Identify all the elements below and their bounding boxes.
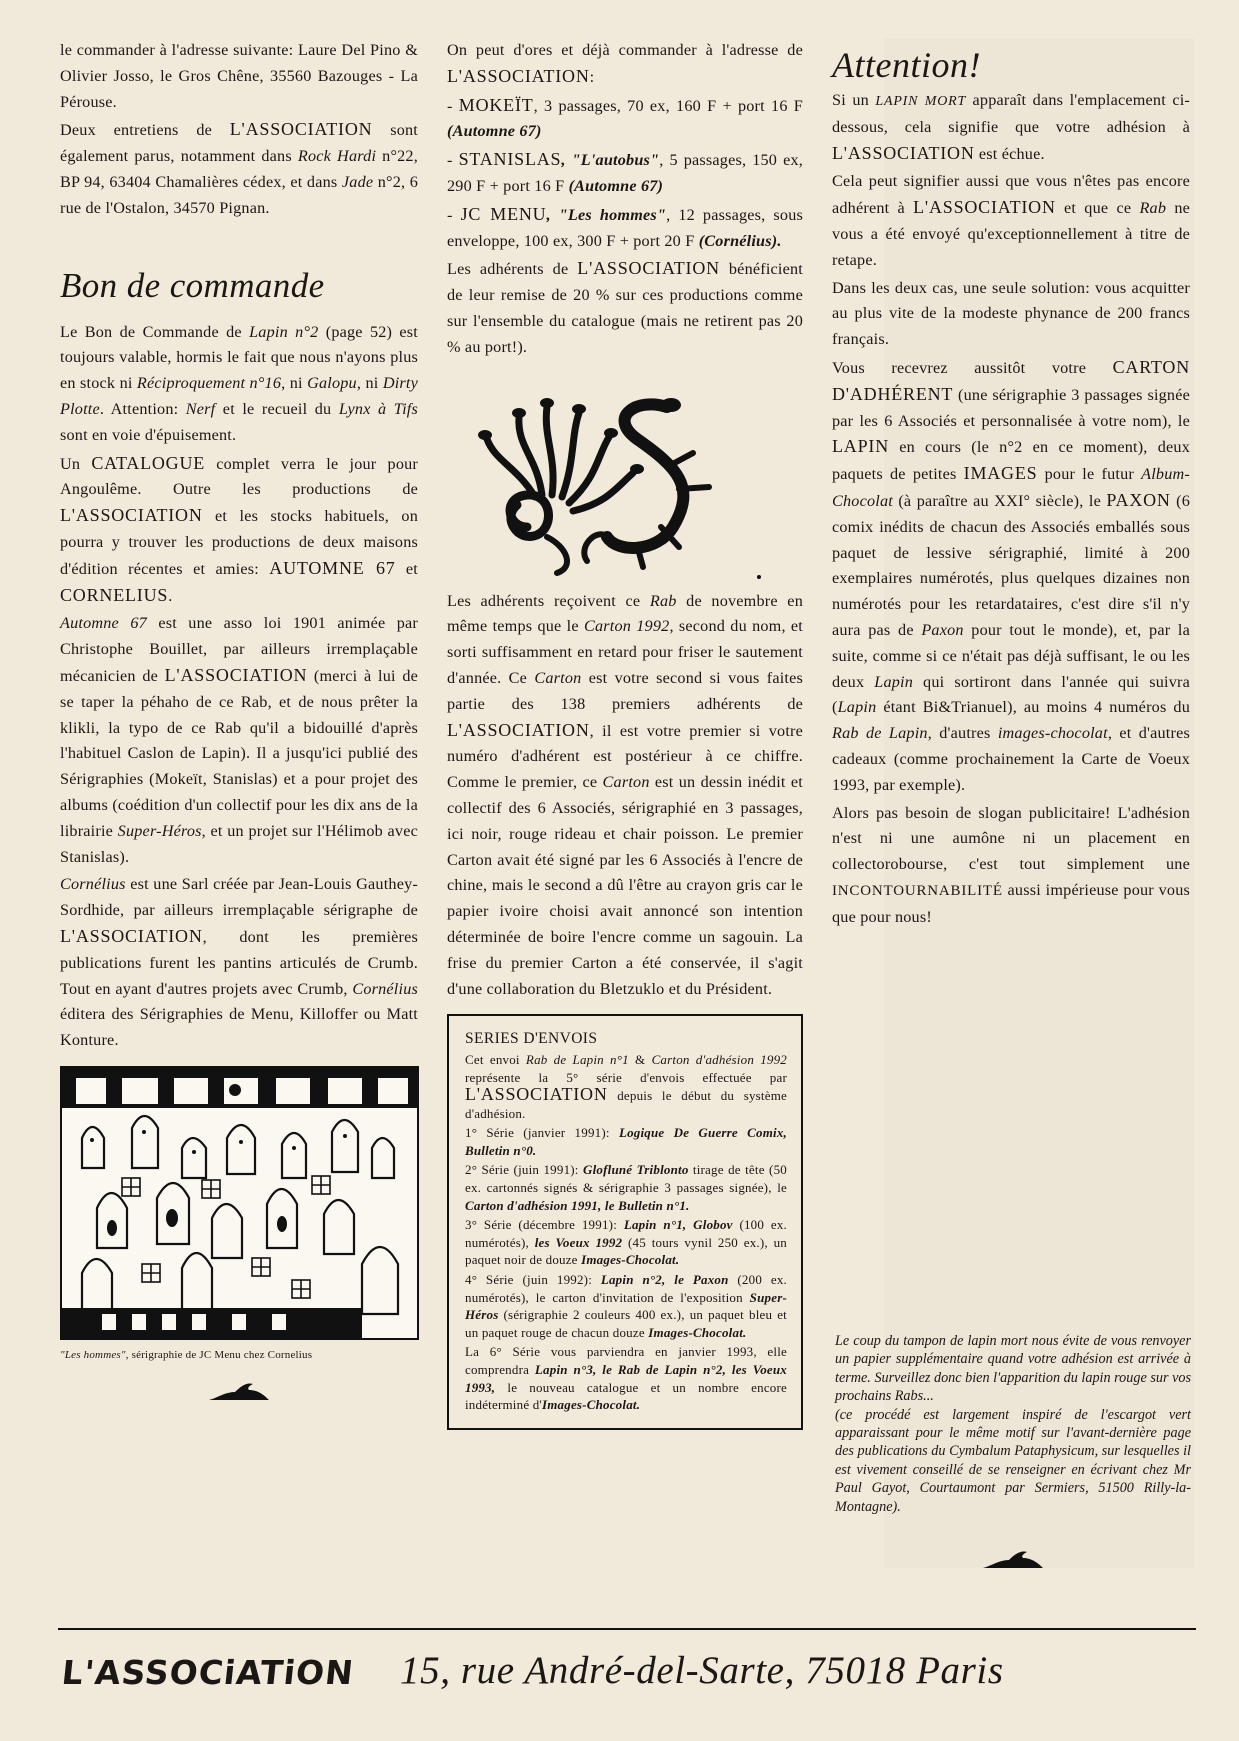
section-heading-bon-de-commande: Bon de commande [60, 265, 325, 305]
series-3: 3° Série (décembre 1991): Lapin n°1, Globov (100 ex. numérotés), les Voeux 1992 (45 tours vynil 250 ex.), un paquet noir de douze Images-Chocolat. [465, 1217, 788, 1268]
hydra-snake-emblem-icon [447, 377, 803, 587]
column-right [832, 38, 1190, 931]
series-2: 2° Série (juin 1991): Glofluné Triblonto tirage de tête (50 ex. cartonnés signés & sérigraphie 3 passages signée), le Carton d'adhésion 1991, le Bulletin n°1. [465, 1162, 787, 1213]
intro-paragraph-2: Deux entretiens de L'ASSOCIATION sont également parus, notamment dans Rock Hardi n°22, BP 94, 63404 Chamalières cédex, et dans Jade n°2, 6 rue de l'Ostalon, 34570 Pignan. [60, 119, 419, 217]
attention-paragraph-4: Vous recevrez aussitôt votre CARTON D'ADHÉRENT (une sérigraphie 3 passages signée par les 6 Associés et personnalisée à votre nom), le LAPIN en cours (le n°2 en ce moment), deux paquets de petites IMAGES pour le futur Album-Chocolat (à paraître au XXI° siècle), le PAXON (6 comix inédits de chacun des Associés emballés sous paquet de lessive sérigraphié, limité à 200 exemplaires numérotés, plus quelques dizaines non numérotés pour les retardataires, c'est dire s'il n'y aura pas de Paxon pour tout le monde), et, par la suite, comme si ce n'était pas déjà suffisant, le ou les deux Lapin qui sortiront dans l'année qui suivra (Lapin étant Bi&Trianuel), au moins 4 numéros du Rab de Lapin, d'autres images-chocolat, et d'autres cadeaux (comme prochainement la Carte de Voeux 1993, par exemple). [832, 356, 1191, 794]
order-item-stanislas: - STANISLAS, "L'autobus", 5 passages, 150 ex, 290 F + port 16 F (Automne 67) [447, 149, 803, 195]
column-left [60, 38, 418, 1404]
order-item-jc-menu: - JC MENU, "Les hommes", 12 passages, sous enveloppe, 100 ex, 300 F + port 20 F (Cornélius). [447, 203, 803, 250]
bon-de-commande-paragraph: Le Bon de Commande de Lapin n°2 (page 52) est toujours valable, hormis le fait que nous n'ayons plus en stock ni Réciproquement n°16, ni Galopu, ni Dirty Plotte. Attention: Nerf et le recueil du Lynx à Tifs sont en voie d'épuisement. [60, 322, 419, 444]
series-envois-title: SERIES D'ENVOIS [465, 1030, 598, 1048]
series-4: 4° Série (juin 1992): Lapin n°2, le Paxon (200 ex. numérotés), le carton d'invitation de l'exposition Super-Héros (sérigraphie 2 couleurs 400 ex.), un paquet bleu et un paquet rouge de chacun douze Images-Chocolat. [465, 1272, 787, 1340]
footer-address: 15, rue André-del-Sarte, 75018 Paris [400, 1649, 1004, 1692]
crowd-illustration [60, 1066, 419, 1340]
crowd-illustration-drawing [62, 1068, 417, 1338]
attention-paragraph-1: Si un LAPIN MORT apparaît dans l'emplacement ci-dessous, cela signifie que votre adhésion à L'ASSOCIATION est échue. [832, 91, 1191, 163]
series-intro: Cet envoi Rab de Lapin n°1 & Carton d'adhésion 1992 représente la 5° série d'envois effectuée par L'ASSOCIATION depuis le début du système d'adhésion. [465, 1051, 788, 1121]
tampon-note-2: (ce procédé est largement inspiré de l'escargot vert apparaissant pour le même motif sur l'avant-dernière page des publications du Cymbalum Pataphysicum, sur lesquelles il est vivement conseillé de se renseigner en écrivant chez Mr Paul Gayot, Courtaumont par Sermiers, 51500 Rilly-la-Montagne). [835, 1406, 1191, 1515]
intro-paragraph-1: le commander à l'adresse suivante: Laure Del Pino & Olivier Josso, le Gros Chêne, 35560 Bazouges - La Pérouse. [60, 41, 418, 111]
tampon-note [835, 1332, 1191, 1572]
section-heading-attention: Attention! [832, 45, 981, 85]
attention-paragraph-3: Dans les deux cas, une seule solution: vous acquitter au plus vite de la modeste phynance de 200 francs français. [832, 278, 1190, 349]
order-item-mokeit: - MOKEÏT, 3 passages, 70 ex, 160 F + port 16 F (Automne 67) [447, 94, 803, 141]
running-rabbit-icon [207, 1380, 271, 1404]
running-rabbit-icon [981, 1548, 1045, 1572]
tampon-note-1: Le coup du tampon de lapin mort nous évite de vous renvoyer un papier supplémentaire quand votre adhésion est arrivée à terme. Surveillez donc bien l'apparition du lapin rouge sur vos prochains Rabs... [835, 1333, 1191, 1405]
association-logo: L'ASSOCiATiON [59, 1653, 356, 1692]
illustration-caption: "Les hommes", sérigraphie de JC Menu chez Cornelius [60, 1348, 313, 1361]
attention-paragraph-5: Alors pas besoin de slogan publicitaire! L'adhésion n'est ni une aumône ni un placement en collectorobourse, c'est tout simplement une INCONTOURNABILITÉ aussi impérieuse pour vous que pour nous! [832, 803, 1190, 926]
discount-paragraph: Les adhérents de L'ASSOCIATION bénéficient de leur remise de 20 % sur ces productions comme sur l'ensemble du catalogue (mais ne retirent pas 20 % au port!). [447, 258, 803, 356]
order-intro: On peut d'ores et déjà commander à l'adresse de L'ASSOCIATION: [447, 41, 803, 86]
cornelius-paragraph: Cornélius est une Sarl créée par Jean-Louis Gauthey-Sordhide, par ailleurs irremplaçable sérigraphe de L'ASSOCIATION, dont les premières publications furent les pantins articulés de Crumb. Tout en ayant d'autres projets avec Crumb, Cornélius éditera des Sérigraphies de Menu, Killoffer ou Matt Konture. [60, 875, 418, 1050]
attention-paragraph-2: Cela peut signifier aussi que vous n'êtes pas encore adhérent à L'ASSOCIATION et que ce Rab ne vous a été envoyé qu'exceptionnellement à titre de retape. [832, 172, 1191, 269]
series-envois-box [447, 1014, 803, 1429]
series-6: La 6° Série vous parviendra en janvier 1993, elle comprendra Lapin n°3, le Rab de Lapin n°2, les Voeux 1993, le nouveau catalogue et un nombre encore indéterminé d'Images-Chocolat. [465, 1344, 787, 1413]
automne67-paragraph: Automne 67 est une asso loi 1901 animée par Christophe Bouillet, par ailleurs irremplaçable mécanicien de L'ASSOCIATION (merci à lui de se taper la péhaho de ce Rab, et de nous prêter la klikli, la typo de ce Rab qu'il a bidouillé d'après l'habituel Caslon de Lapin). Il a jusqu'ici publié des Sérigraphies (Mokeït, Stanislas) et a pour projet des albums (coédition d'un collectif pour les dix ans de la librairie Super-Héros, et un projet sur l'Hélimob avec Stanislas). [60, 614, 419, 866]
series-1: 1° Série (janvier 1991): Logique De Guerre Comix, Bulletin n°0. [465, 1125, 787, 1158]
catalogue-paragraph: Un CATALOGUE complet verra le jour pour Angoulême. Outre les productions de L'ASSOCIATION et les stocks habituels, on pourra y trouver les productions de deux maisons d'édition récentes et amies: AUTOMNE 67 et CORNELIUS. [60, 452, 418, 605]
adherents-paragraph: Les adhérents reçoivent ce Rab de novembre en même temps que le Carton 1992, second du nom, et sorti suffisamment en retard pour friser le sautement d'année. Ce Carton est votre second si vous faites partie des 138 premiers adhérents de L'ASSOCIATION, il est votre premier si votre numéro d'adhérent est postérieur à ce chiffre. Comme le premier, ce Carton est un dessin inédit et collectif des 6 Associés, sérigraphié en 3 passages, ici noir, rouge rideau et chair poisson. Le premier Carton avait été signé par les 6 Associés à l'encre de chine, mais le second a dû l'être au crayon gris car le papier ivoire choisi avait annoncé son intention déterminée de boire l'encre comme un sagouin. La frise du premier Carton a été conservée, il s'agit d'une collaboration du Bletzuklo et du Président. [447, 591, 804, 998]
hydra-snake-emblem-drawing [447, 377, 803, 587]
footer-divider [58, 1628, 1196, 1630]
column-middle [447, 38, 803, 1430]
